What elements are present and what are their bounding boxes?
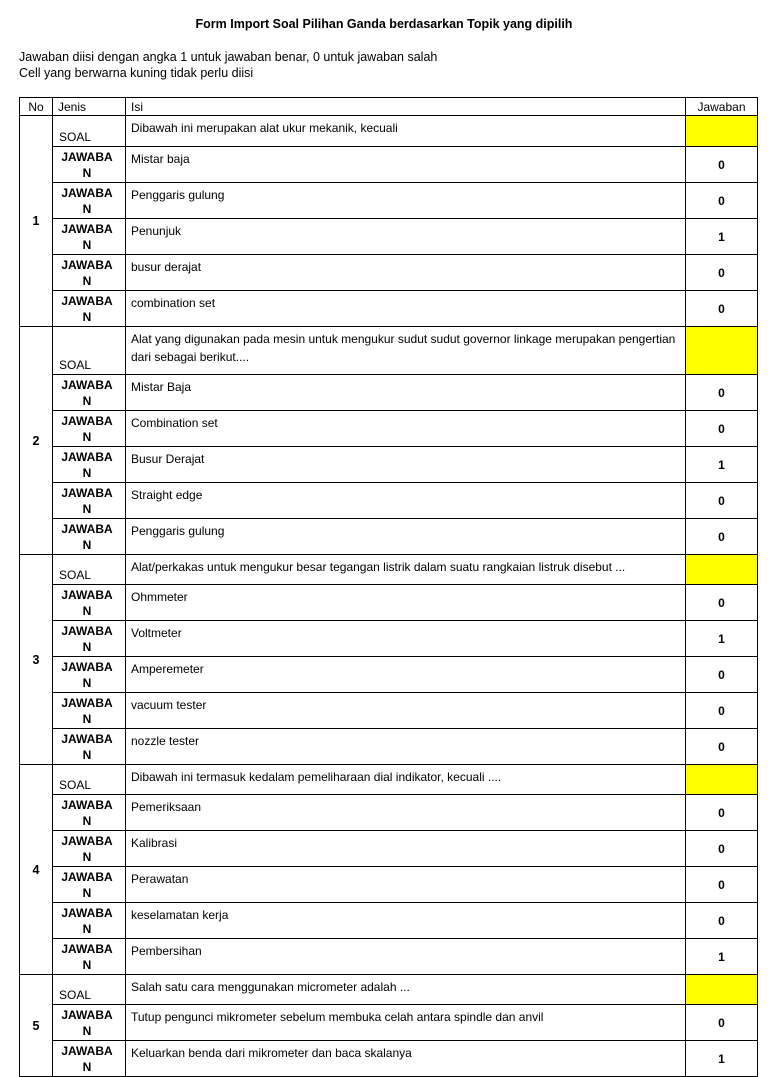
jenis-jawaban-label: JAWABAN <box>61 522 113 552</box>
jenis-jawaban-cell <box>53 255 126 291</box>
answer-value[interactable]: 1 <box>686 447 758 483</box>
jenis-jawaban-cell <box>53 183 126 219</box>
answer-text[interactable]: Mistar baja <box>126 147 686 183</box>
answer-text[interactable]: Amperemeter <box>126 657 686 693</box>
answer-value[interactable]: 0 <box>686 903 758 939</box>
jenis-jawaban-label: JAWABAN <box>61 588 113 618</box>
question-row <box>20 765 758 795</box>
answer-text[interactable]: Pembersihan <box>126 939 686 975</box>
jenis-soal-cell: SOAL <box>53 327 126 375</box>
header-jawaban: Jawaban <box>686 98 758 116</box>
jenis-soal-cell: SOAL <box>53 116 126 147</box>
answer-text[interactable]: combination set <box>126 291 686 327</box>
answer-row <box>20 219 758 255</box>
answer-value[interactable]: 0 <box>686 1005 758 1041</box>
answer-value[interactable]: 0 <box>686 255 758 291</box>
answer-value[interactable]: 0 <box>686 693 758 729</box>
answer-text[interactable]: Keluarkan benda dari mikrometer dan baca skalanya <box>126 1041 686 1077</box>
jenis-soal-cell: SOAL <box>53 975 126 1005</box>
answer-text[interactable]: Straight edge <box>126 483 686 519</box>
answer-row <box>20 411 758 447</box>
jenis-jawaban-cell <box>53 375 126 411</box>
jenis-jawaban-cell <box>53 831 126 867</box>
answer-row <box>20 939 758 975</box>
question-answer-cell-empty <box>686 975 758 1005</box>
answer-value[interactable]: 0 <box>686 483 758 519</box>
answer-text[interactable]: Perawatan <box>126 867 686 903</box>
jenis-jawaban-cell <box>53 147 126 183</box>
header-no: No <box>20 98 53 116</box>
answer-row <box>20 795 758 831</box>
answer-text[interactable]: Voltmeter <box>126 621 686 657</box>
answer-value[interactable]: 0 <box>686 795 758 831</box>
answer-row <box>20 519 758 555</box>
jenis-jawaban-label: JAWABAN <box>61 798 113 828</box>
jenis-jawaban-label: JAWABAN <box>61 696 113 726</box>
jenis-jawaban-cell <box>53 411 126 447</box>
jenis-jawaban-cell <box>53 729 126 765</box>
jenis-jawaban-label: JAWABAN <box>61 450 113 480</box>
table-header-row <box>20 98 758 116</box>
header-isi: Isi <box>126 98 686 116</box>
jenis-jawaban-label: JAWABAN <box>61 624 113 654</box>
answer-value[interactable]: 0 <box>686 183 758 219</box>
answer-text[interactable]: keselamatan kerja <box>126 903 686 939</box>
answer-value[interactable]: 0 <box>686 519 758 555</box>
answer-row <box>20 693 758 729</box>
jenis-jawaban-cell <box>53 693 126 729</box>
answer-text[interactable]: Kalibrasi <box>126 831 686 867</box>
answer-text[interactable]: nozzle tester <box>126 729 686 765</box>
question-number: 5 <box>20 975 53 1077</box>
jenis-jawaban-label: JAWABAN <box>61 942 113 972</box>
jenis-jawaban-label: JAWABAN <box>61 258 113 288</box>
question-table <box>19 97 758 1077</box>
question-row <box>20 116 758 147</box>
jenis-jawaban-cell <box>53 867 126 903</box>
answer-value[interactable]: 1 <box>686 219 758 255</box>
question-text[interactable]: Dibawah ini merupakan alat ukur mekanik, kecuali <box>126 116 686 147</box>
answer-text[interactable]: vacuum tester <box>126 693 686 729</box>
answer-row <box>20 657 758 693</box>
jenis-jawaban-cell <box>53 795 126 831</box>
question-answer-cell-empty <box>686 765 758 795</box>
jenis-jawaban-label: JAWABAN <box>61 378 113 408</box>
answer-text[interactable]: Mistar Baja <box>126 375 686 411</box>
answer-row <box>20 1041 758 1077</box>
answer-value[interactable]: 0 <box>686 411 758 447</box>
answer-text[interactable]: Ohmmeter <box>126 585 686 621</box>
jenis-jawaban-cell <box>53 621 126 657</box>
jenis-jawaban-label: JAWABAN <box>61 1044 113 1074</box>
question-row <box>20 555 758 585</box>
question-answer-cell-empty <box>686 327 758 375</box>
answer-row <box>20 483 758 519</box>
jenis-jawaban-label: JAWABAN <box>61 414 113 444</box>
jenis-soal-cell: SOAL <box>53 555 126 585</box>
answer-text[interactable]: Penunjuk <box>126 219 686 255</box>
answer-value[interactable]: 1 <box>686 939 758 975</box>
jenis-jawaban-cell <box>53 219 126 255</box>
answer-row <box>20 1005 758 1041</box>
answer-row <box>20 831 758 867</box>
answer-row <box>20 621 758 657</box>
answer-value[interactable]: 1 <box>686 1041 758 1077</box>
jenis-jawaban-cell <box>53 903 126 939</box>
answer-value[interactable]: 1 <box>686 621 758 657</box>
jenis-jawaban-label: JAWABAN <box>61 150 113 180</box>
jenis-jawaban-label: JAWABAN <box>61 870 113 900</box>
answer-row <box>20 291 758 327</box>
jenis-jawaban-cell <box>53 483 126 519</box>
answer-value[interactable]: 0 <box>686 867 758 903</box>
question-text[interactable]: Dibawah ini termasuk kedalam pemeliharaan dial indikator, kecuali .... <box>126 765 686 795</box>
answer-text[interactable]: Penggaris gulung <box>126 519 686 555</box>
question-number: 3 <box>20 555 53 765</box>
question-number: 2 <box>20 327 53 555</box>
jenis-jawaban-label: JAWABAN <box>61 222 113 252</box>
jenis-jawaban-cell <box>53 447 126 483</box>
answer-row <box>20 183 758 219</box>
jenis-jawaban-cell <box>53 1005 126 1041</box>
answer-row <box>20 447 758 483</box>
question-text[interactable]: Alat yang digunakan pada mesin untuk mengukur sudut sudut governor linkage merupakan pengertian dari sebagai berikut.... <box>126 327 686 375</box>
jenis-jawaban-label: JAWABAN <box>61 486 113 516</box>
answer-text[interactable]: Combination set <box>126 411 686 447</box>
instruction-line: Cell yang berwarna kuning tidak perlu diisi <box>19 66 254 80</box>
answer-value[interactable]: 0 <box>686 375 758 411</box>
table-body <box>20 116 758 1077</box>
jenis-jawaban-label: JAWABAN <box>61 660 113 690</box>
answer-text[interactable]: Tutup pengunci mikrometer sebelum membuka celah antara spindle dan anvil <box>126 1005 686 1041</box>
question-answer-cell-empty <box>686 555 758 585</box>
jenis-jawaban-label: JAWABAN <box>61 834 113 864</box>
header-jenis: Jenis <box>53 98 126 116</box>
question-number: 4 <box>20 765 53 975</box>
question-text[interactable]: Salah satu cara menggunakan micrometer adalah ... <box>126 975 686 1005</box>
jenis-jawaban-cell <box>53 1041 126 1077</box>
answer-row <box>20 867 758 903</box>
question-answer-cell-empty <box>686 116 758 147</box>
answer-value[interactable]: 0 <box>686 729 758 765</box>
jenis-jawaban-label: JAWABAN <box>61 186 113 216</box>
answer-value[interactable]: 0 <box>686 657 758 693</box>
answer-row <box>20 903 758 939</box>
jenis-jawaban-cell <box>53 291 126 327</box>
answer-value[interactable]: 0 <box>686 585 758 621</box>
answer-text[interactable]: Penggaris gulung <box>126 183 686 219</box>
jenis-jawaban-label: JAWABAN <box>61 732 113 762</box>
answer-text[interactable]: busur derajat <box>126 255 686 291</box>
instructions <box>19 49 437 81</box>
jenis-jawaban-label: JAWABAN <box>61 294 113 324</box>
answer-value[interactable]: 0 <box>686 291 758 327</box>
jenis-jawaban-cell <box>53 519 126 555</box>
jenis-jawaban-label: JAWABAN <box>61 1008 113 1038</box>
jenis-soal-cell: SOAL <box>53 765 126 795</box>
jenis-jawaban-cell <box>53 585 126 621</box>
jenis-jawaban-label: JAWABAN <box>61 906 113 936</box>
jenis-jawaban-cell <box>53 939 126 975</box>
jenis-jawaban-cell <box>53 657 126 693</box>
answer-value[interactable]: 0 <box>686 831 758 867</box>
answer-row <box>20 375 758 411</box>
question-row <box>20 975 758 1005</box>
answer-text[interactable]: Pemeriksaan <box>126 795 686 831</box>
page-title: Form Import Soal Pilihan Ganda berdasarkan Topik yang dipilih <box>195 17 573 31</box>
question-row <box>20 327 758 375</box>
answer-value[interactable]: 0 <box>686 147 758 183</box>
answer-row <box>20 255 758 291</box>
instruction-line: Jawaban diisi dengan angka 1 untuk jawaban benar, 0 untuk jawaban salah <box>19 50 438 64</box>
answer-row <box>20 147 758 183</box>
question-number: 1 <box>20 116 53 327</box>
answer-row <box>20 729 758 765</box>
question-text[interactable]: Alat/perkakas untuk mengukur besar tegangan listrik dalam suatu rangkaian listruk disebut ... <box>126 555 686 585</box>
answer-text[interactable]: Busur Derajat <box>126 447 686 483</box>
answer-row <box>20 585 758 621</box>
